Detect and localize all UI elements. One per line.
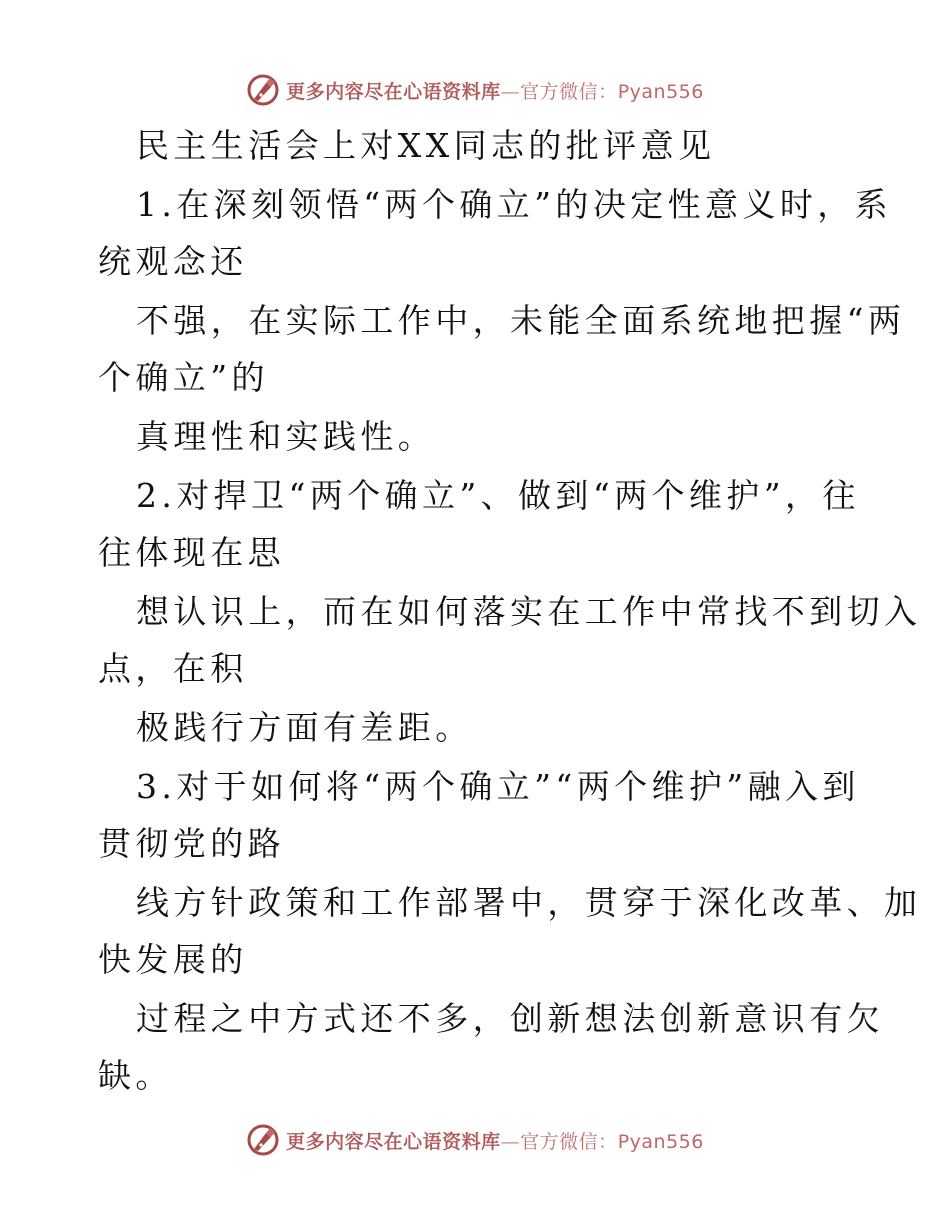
document-line-2: 统观念还 <box>98 242 248 281</box>
banner-dash: — <box>500 1130 521 1153</box>
document-line-7: 往体现在思 <box>98 533 285 572</box>
document-line-11: 3.对于如何将“两个确立”“两个维护”融入到 <box>136 767 860 806</box>
document-line-1: 1.在深刻领悟“两个确立”的决定性意义时，系 <box>136 185 893 224</box>
document-line-3: 不强，在实际工作中，未能全面系统地把握“两 <box>136 301 906 340</box>
document-line-13: 线方针政策和工作部署中，贯穿于深化改革、加 <box>136 883 922 922</box>
banner-wechat-handle: Pyan556 <box>617 1130 704 1153</box>
banner-site-name: 更多内容尽在心语资料库 <box>286 1130 501 1153</box>
document-line-6: 2.对捍卫“两个确立”、做到“两个维护”，往 <box>136 476 860 515</box>
pen-nib-circle-icon <box>246 1123 280 1157</box>
document-line-10: 极践行方面有差距。 <box>136 708 473 747</box>
document-line-15: 过程之中方式还不多，创新想法创新意识有欠 <box>136 999 884 1038</box>
document-line-4: 个确立”的 <box>98 358 269 397</box>
banner-site-name: 更多内容尽在心语资料库 <box>286 80 501 103</box>
document-line-14: 快发展的 <box>98 940 248 979</box>
document-title: 民主生活会上对XX同志的批评意见 <box>136 126 716 165</box>
document-line-9: 点，在积 <box>98 649 248 688</box>
banner-dash: — <box>500 80 521 103</box>
document-line-12: 贯彻党的路 <box>98 824 285 863</box>
document-line-16: 缺。 <box>98 1056 173 1095</box>
document-line-5: 真理性和实践性。 <box>136 417 436 456</box>
document-line-8: 想认识上，而在如何落实在工作中常找不到切入 <box>136 592 922 631</box>
banner-wechat-label: 官方微信： <box>520 1130 618 1153</box>
banner-wechat-handle: Pyan556 <box>617 80 704 103</box>
footer-watermark-banner <box>0 1122 950 1158</box>
banner-wechat-label: 官方微信： <box>520 80 618 103</box>
